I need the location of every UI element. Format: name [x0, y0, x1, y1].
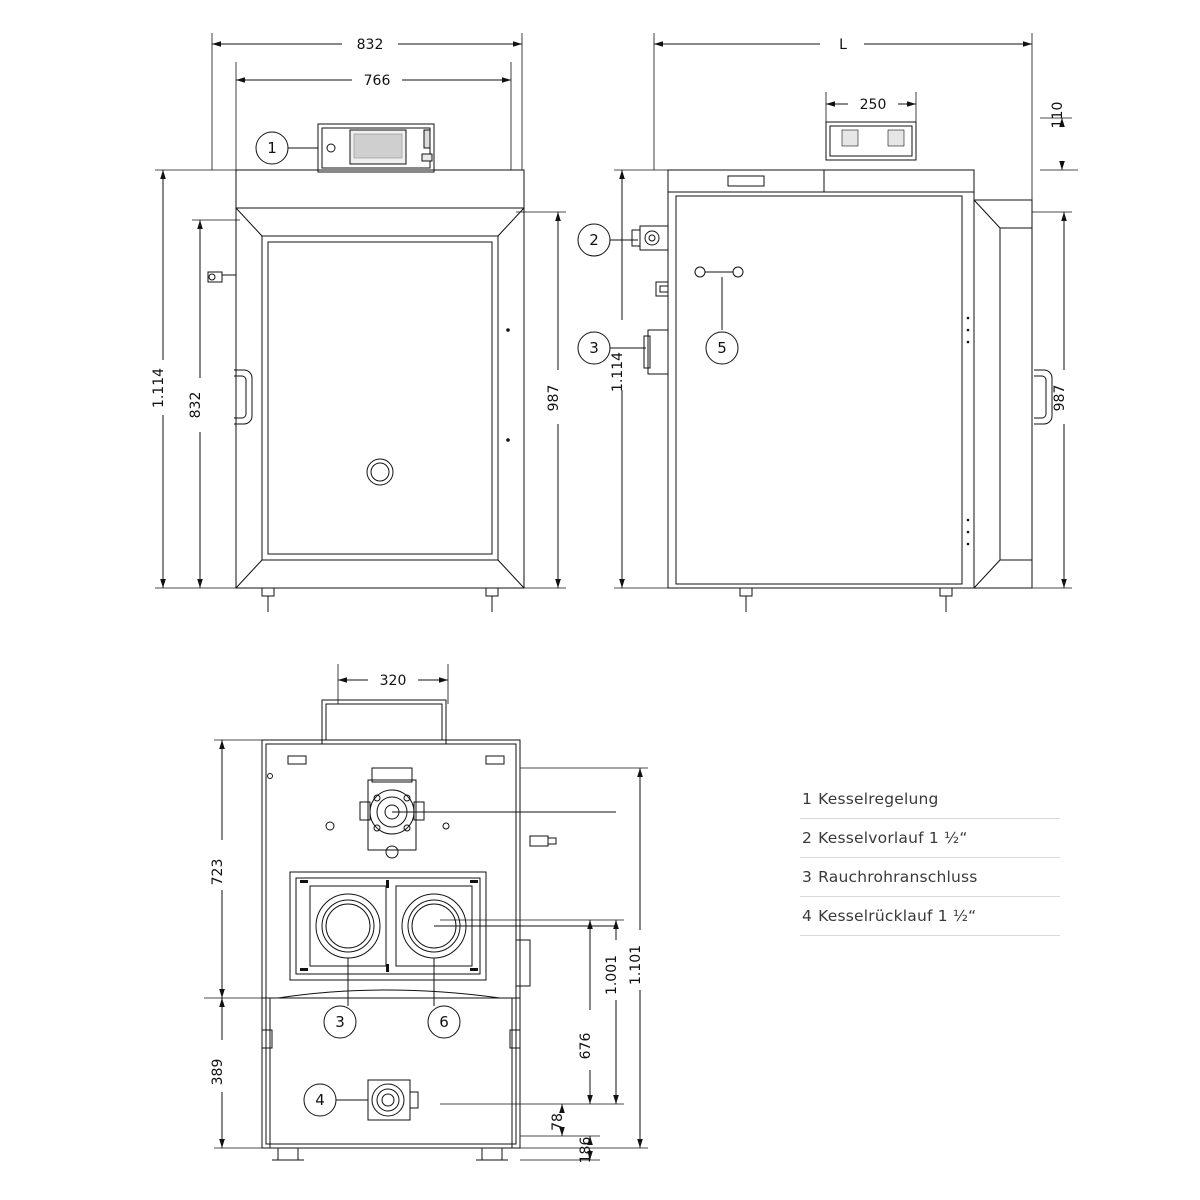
dim-top-lower-height: 389 — [210, 1058, 226, 1086]
side-view — [578, 33, 1078, 612]
dim-top-total-inner: 1.001 — [604, 954, 620, 996]
legend — [800, 780, 1060, 936]
callout-2: 2 — [589, 231, 599, 249]
dim-side-control-height: 110 — [1050, 101, 1066, 129]
legend-item-4 — [800, 897, 1060, 936]
dim-front-door-height: 832 — [188, 391, 204, 419]
dim-top-small-offset: 78 — [550, 1113, 566, 1131]
dim-front-overall-width: 832 — [356, 37, 384, 53]
dim-top-upper-height: 723 — [210, 858, 226, 886]
dim-side-length: L — [839, 37, 847, 53]
dim-front-overall-height: 1.114 — [151, 367, 167, 409]
callout-3-side: 3 — [589, 339, 599, 357]
dim-top-bottom-offset: 186 — [578, 1136, 594, 1164]
callout-5: 5 — [717, 339, 727, 357]
callout-4: 4 — [315, 1091, 325, 1109]
dim-side-body-height: 987 — [1052, 384, 1068, 412]
legend-number-3: 3 — [802, 868, 813, 886]
legend-label-2: Kesselvorlauf 1 ½“ — [818, 829, 968, 847]
legend-item-3 — [800, 858, 1060, 897]
legend-label-3: Rauchrohranschluss — [818, 868, 978, 886]
dim-top-mid-height: 676 — [578, 1032, 594, 1060]
dim-side-control-width: 250 — [859, 97, 887, 113]
legend-label-1: Kesselregelung — [818, 790, 939, 808]
dim-front-inner-width: 766 — [363, 73, 391, 89]
callout-3-top: 3 — [335, 1013, 345, 1031]
callout-1: 1 — [267, 139, 277, 157]
legend-item-1 — [800, 780, 1060, 819]
legend-number-2: 2 — [802, 829, 813, 847]
dim-front-body-height: 987 — [546, 384, 562, 412]
dim-top-total-height: 1.101 — [628, 944, 644, 986]
legend-item-2 — [800, 819, 1060, 858]
legend-number-1: 1 — [802, 790, 813, 808]
legend-label-4: Kesselrücklauf 1 ½“ — [818, 907, 977, 925]
front-view — [155, 33, 566, 612]
callout-6: 6 — [439, 1013, 449, 1031]
top-view — [204, 664, 648, 1160]
legend-number-4: 4 — [802, 907, 813, 925]
dim-side-overall-height: 1.114 — [610, 351, 626, 393]
dim-top-connector-width: 320 — [379, 673, 407, 689]
